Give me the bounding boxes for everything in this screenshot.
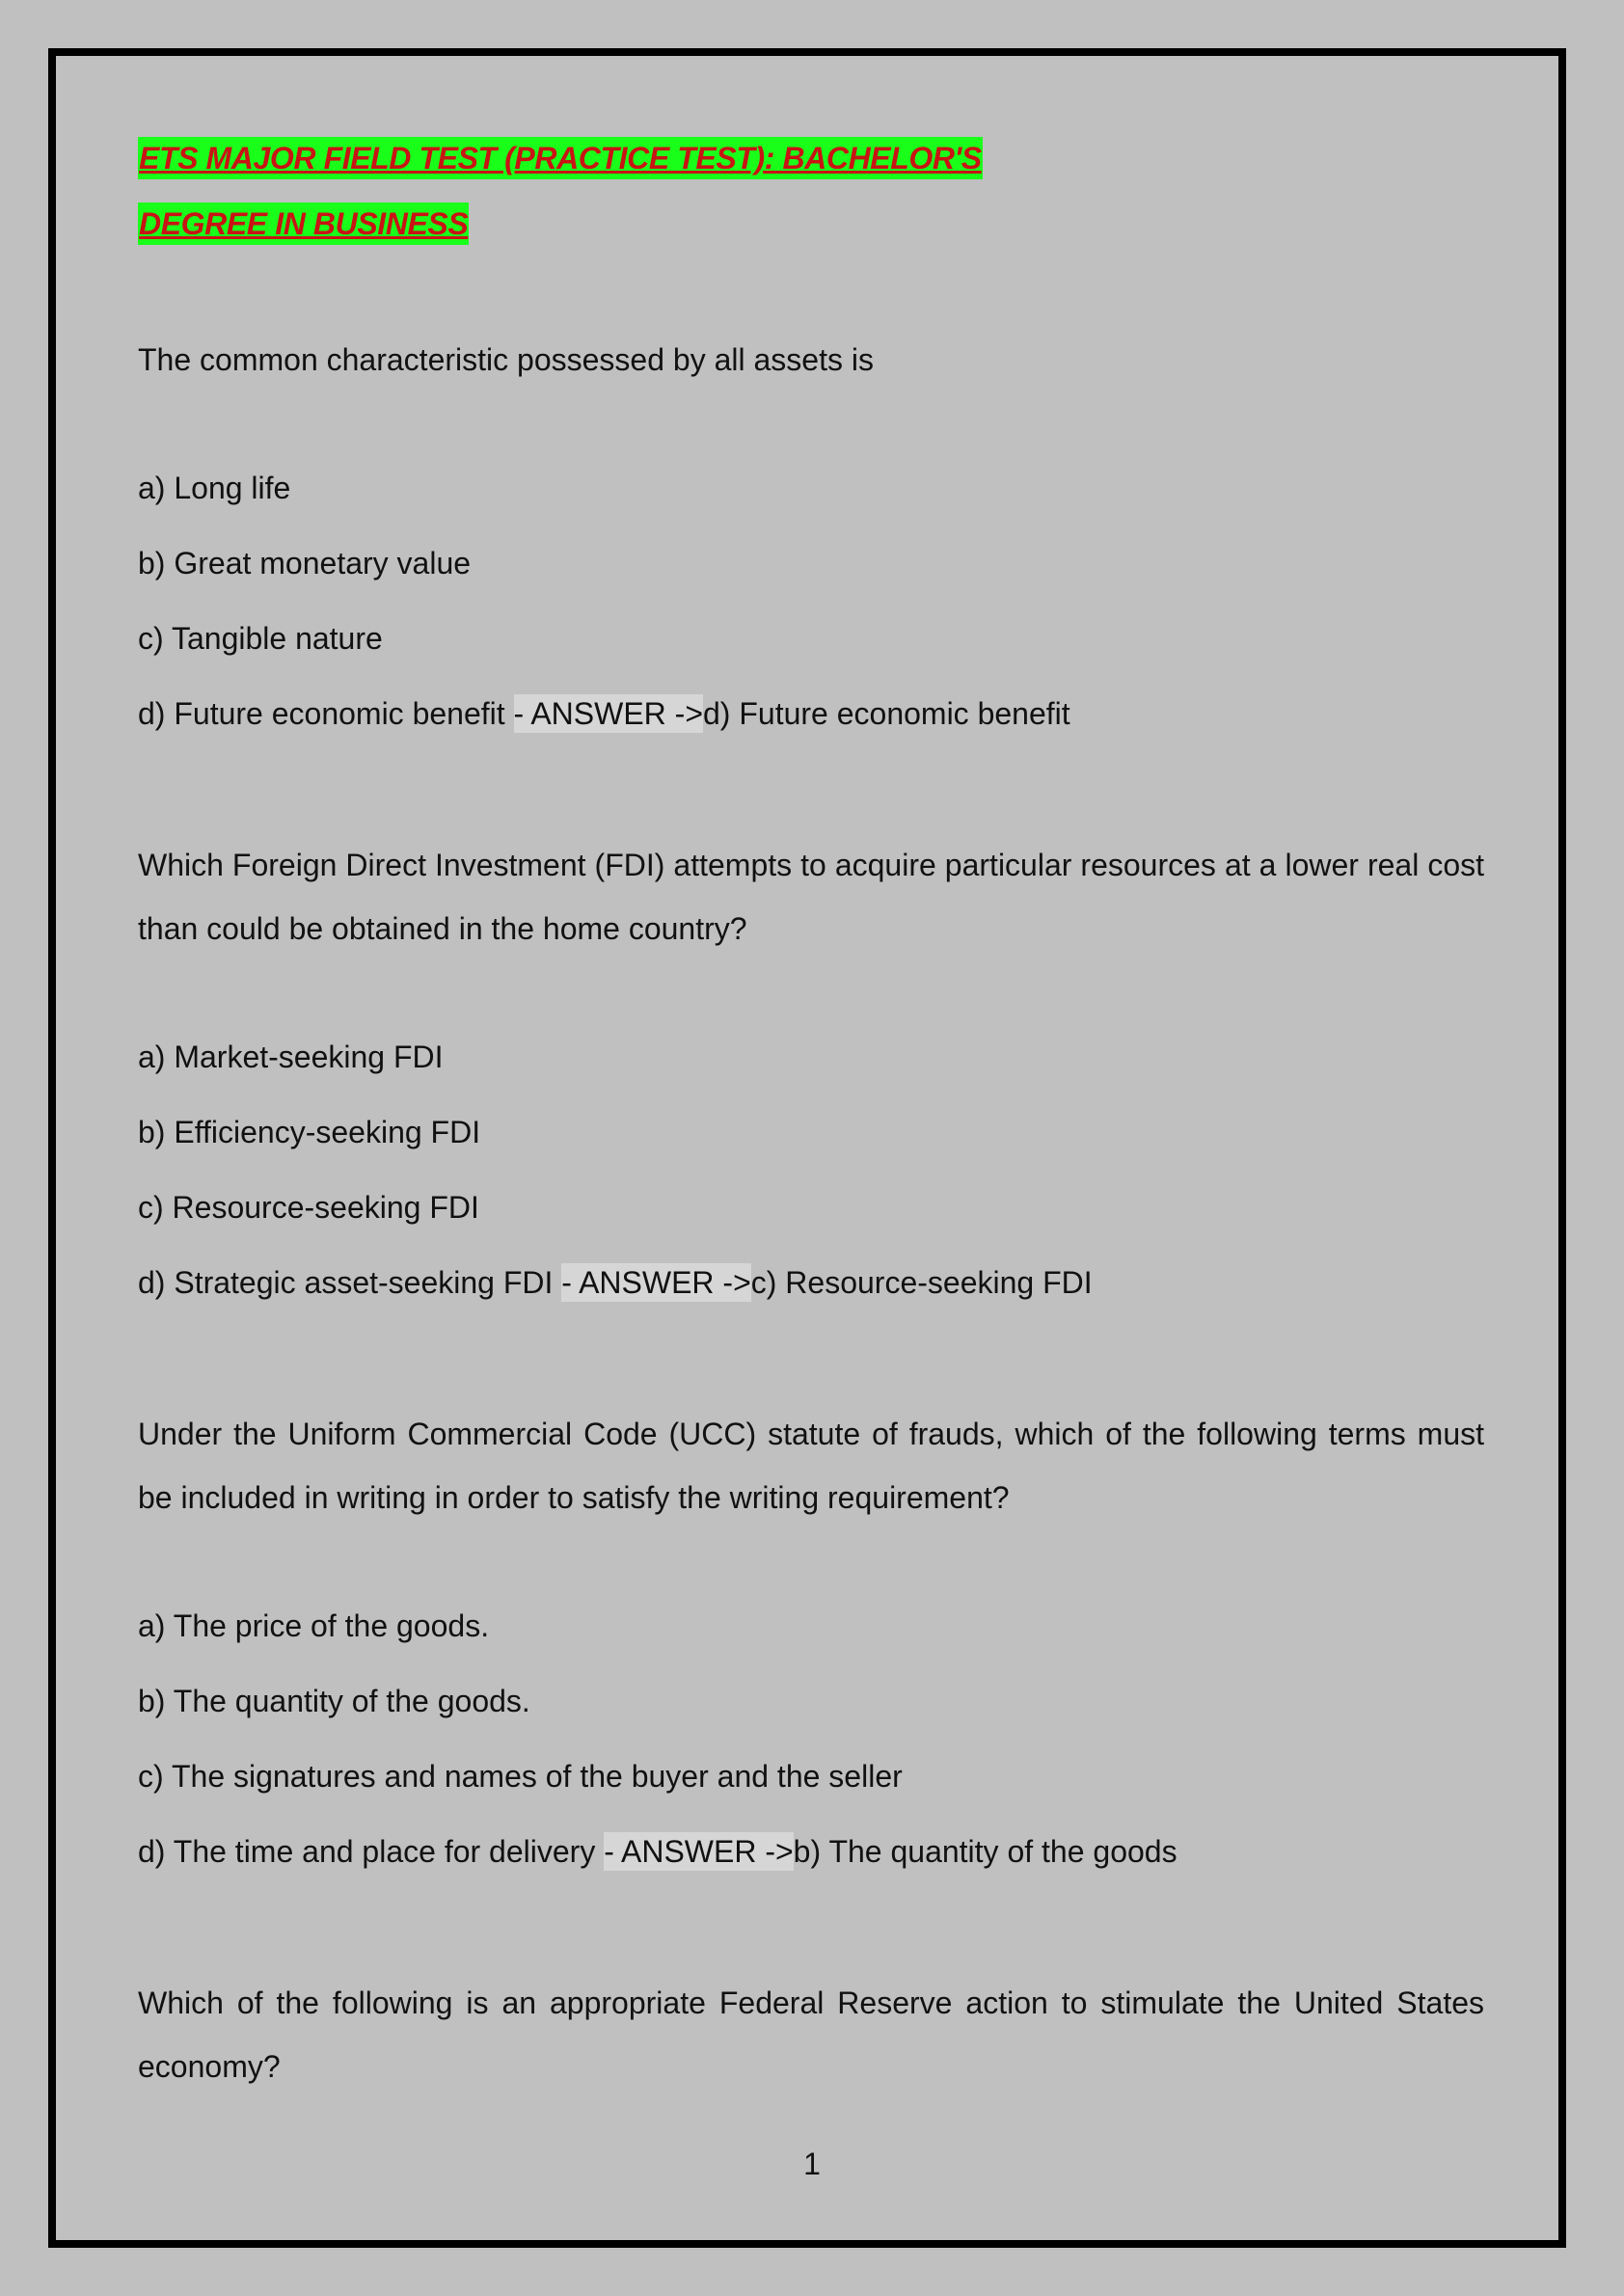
question-block-1 [138, 328, 1484, 770]
page-number: 1 [803, 2147, 821, 2181]
option-d: d) Future economic benefit [138, 696, 505, 731]
option-a: a) Long life [138, 471, 291, 505]
answer-text: d) Future economic benefit [703, 696, 1070, 731]
option-d-with-answer [138, 694, 1484, 770]
option-a: a) Market-seeking FDI [138, 1040, 444, 1074]
answer-marker: - ANSWER -> [561, 1265, 751, 1300]
title-line-1: ETS MAJOR FIELD TEST (PRACTICE TEST): BACHELOR'S [138, 137, 983, 179]
option-b: b) Great monetary value [138, 546, 472, 581]
question-block-4 [138, 1971, 1484, 2098]
answer-marker: - ANSWER -> [513, 696, 703, 731]
option-a: a) The price of the goods. [138, 1608, 490, 1643]
option-c: c) The signatures and names of the buyer and the seller [138, 1759, 903, 1794]
answer-text: b) The quantity of the goods [793, 1834, 1177, 1869]
option-c: c) Resource-seeking FDI [138, 1190, 479, 1225]
option-b: b) The quantity of the goods. [138, 1684, 530, 1718]
question-text: Under the Uniform Commercial Code (UCC) statute of frauds, which of the following terms must be included in writing in order to satisfy the writing requirement? [138, 1417, 1484, 1515]
option-c: c) Tangible nature [138, 621, 383, 656]
question-text: The common characteristic possessed by all assets is [138, 342, 874, 377]
answer-marker: - ANSWER -> [604, 1834, 794, 1869]
question-text: Which of the following is an appropriate Federal Reserve action to stimulate the United States economy? [138, 1985, 1484, 2084]
question-block-3 [138, 1402, 1484, 1907]
option-d-with-answer [138, 1832, 1484, 1907]
document-title [138, 137, 1484, 268]
title-line-2: DEGREE IN BUSINESS [138, 203, 469, 245]
question-text: Which Foreign Direct Investment (FDI) attempts to acquire particular resources at a lower real cost than could be obtained in the home country? [138, 848, 1484, 946]
option-d: d) The time and place for delivery [138, 1834, 596, 1869]
answer-text: c) Resource-seeking FDI [750, 1265, 1093, 1300]
option-b: b) Efficiency-seeking FDI [138, 1115, 481, 1149]
question-block-2 [138, 833, 1484, 1338]
option-d-with-answer [138, 1263, 1484, 1338]
document-body [138, 137, 1484, 2098]
option-d: d) Strategic asset-seeking FDI [138, 1265, 554, 1300]
